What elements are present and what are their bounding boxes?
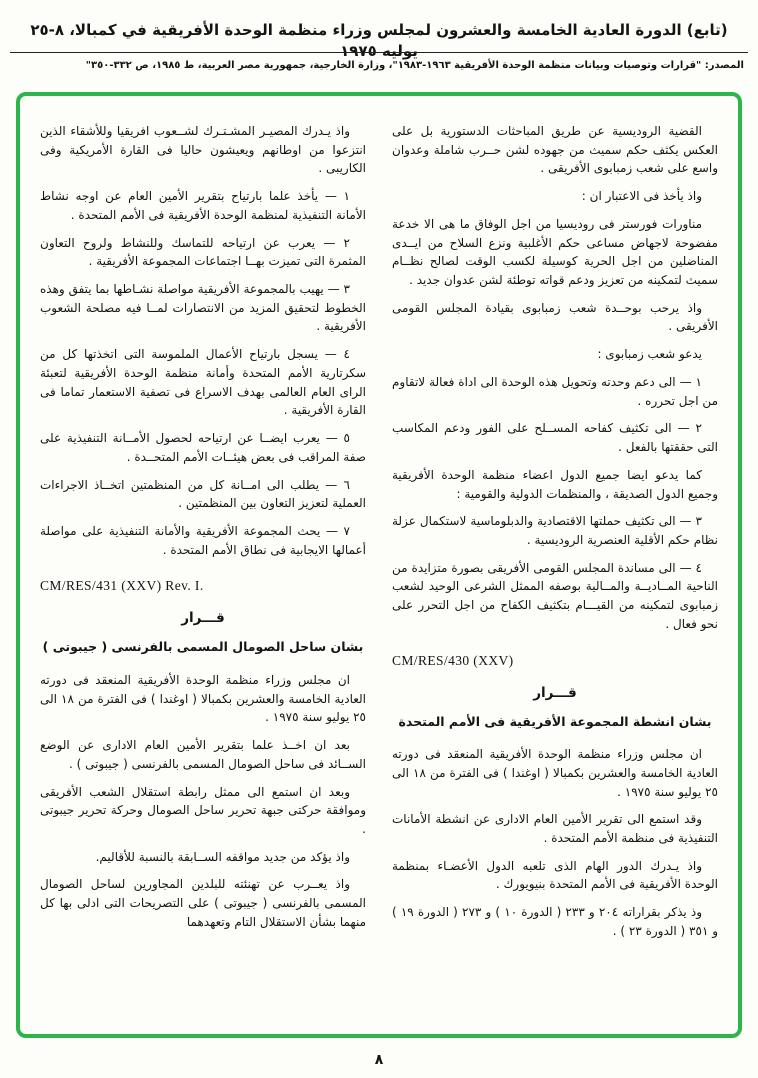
- paragraph: وذ يذكر بقراراته ٢٠٤ و ٢٣٣ ( الدورة ١٠ ) و ٢٧٣ ( الدورة ١٩ ) و ٣٥١ ( الدورة ٢٣ ) .: [392, 905, 718, 938]
- paragraph: ٢ — يعرب عن ارتياحه للتماسك وللنشاط ولروح التعاون المثمرة التى تميزت بهــا اجتماعات المجموعة الأفريقية .: [40, 235, 366, 269]
- resolution-subject: بشان انشطة المجموعة الأفريقية فى الأمم المتحدة: [398, 713, 712, 729]
- paragraph: واذ يـدرك المصيـر المشـتـرك لشــعوب افريقيا وللأشقاء الذين انتزعوا من اوطانهم ويعيشون حاليا فى القارة الأمريكية وفى الكاريبى .: [40, 124, 366, 176]
- paragraph: ٤ — يسجل بارتياح الأعمال الملموسة التى اتخذتها كل من سكرتارية الأمم المتحدة وأمانة منظمة الوحدة الأفريقية لتعبئة الراى العام العالمى بهدف الاسراع فى تصفية الاستعمار تماما فى القارة الأفريقية .: [40, 347, 366, 418]
- paragraph: بعد ان اخــذ علما بتقرير الأمين العام الادارى عن الوضع الســائد فى ساحل الصومال المسمى بالفرنسى ( جيبوتى ) .: [40, 738, 366, 771]
- resolution-code: CM/RES/430 (XXV): [392, 652, 514, 668]
- source-line: المصدر: "قرارات وتوصيات وبيانات منظمة الوحدة الأفريقية ١٩٦٣-١٩٨٣"، وزارة الخارجية، جمهورية مصر العربية، ط ١٩٨٥، ص ٣٣٢-٣٥٠": [85, 60, 744, 71]
- paragraph: مناورات فورستر فى روديسيا من اجل الوفاق ما هى الا خدعة مفضوحة لاجهاض مساعى حكم الأغلبية ونزع السلاح من ايــدى المناضلين من اجل الحرية كوسيلة لكسب الوقت لصالح نظــام سميث لتمكينه من تعزيز ودعم قواته توطئة لشن عدوان جديد .: [392, 216, 718, 288]
- resolution-code: CM/RES/431 (XXV) Rev. I.: [40, 578, 204, 594]
- paragraph: واذ يؤكد من جديد مواقفه الســابقة بالنسبة للأقاليم.: [95, 849, 350, 864]
- paragraph: ٣ — الى تكثيف حملتها الاقتصادية والدبلوماسية لاستكمال عزلة نظام حكم الأقلية العنصرية الروديسية .: [392, 514, 718, 547]
- two-column-layout: [40, 122, 718, 1020]
- paragraph: يدعو شعب زمبابوى :: [597, 347, 702, 362]
- paragraph: ان مجلس وزراء منظمة الوحدة الأفريقية المنعقد فى دورته العادية الخامسة والعشرين بكمبالا ( اوغندا ) فى الفترة من ١٨ الى ٢٥ يوليو سنة ١٩٧٥ .: [392, 747, 718, 799]
- resolution-heading: قـــرار: [181, 610, 225, 627]
- paragraph: ١ — يأخذ علما بارتياح بتقرير الأمين العام عن اوجه نشاط الأمانة التنفيذية لمنظمة الوحدة الأفريقية فى الأمم المتحدة .: [40, 189, 366, 222]
- column-left: [40, 122, 366, 1020]
- paragraph: ٦ — يطلب الى امــانة كل من المنظمتين اتخــاذ الاجراءات العملية لتعزيز التعاون بين المنظمتين .: [40, 477, 366, 511]
- paragraph: واذ يعــرب عن تهنئته للبلدين المجاورين لساحل الصومال المسمى بالفرنسى ( جيبوتى ) على التصريحات التى ادلى بها كل منهما بشأن الاستقلال التام وتعهدهما: [40, 877, 366, 929]
- paragraph: واذ يأخذ فى الاعتبار ان :: [581, 189, 702, 204]
- page-number: ٨: [374, 1052, 384, 1068]
- paragraph: وقد استمع الى تقرير الأمين العام الادارى عن انشطة الأمانات التنفيذية فى منظمة الأمم المتحدة .: [392, 812, 718, 845]
- header-divider: [10, 52, 748, 53]
- green-frame: [16, 92, 742, 1038]
- resolution-heading: قـــرار: [533, 684, 577, 701]
- paragraph: ان مجلس وزراء منظمة الوحدة الأفريقية المنعقد فى دورته العادية الخامسة والعشرين بكمبالا ( اوغندا ) فى الفترة من ١٨ الى ٢٥ يوليو سنة ١٩٧٥ .: [40, 672, 366, 725]
- paragraph: ١ — الى دعم وحدته وتحويل هذه الوحدة الى اداة فعالة لاتقاوم من اجل تحرره .: [392, 374, 718, 408]
- page-header-title: (تابع) الدورة العادية الخامسة والعشرون لمجلس وزراء منظمة الوحدة الأفريقية في كمبالا، ٨-٢٥ يوليه ١٩٧٥: [30, 21, 728, 60]
- paragraph: وبعد ان استمع الى ممثل رابطة استقلال الشعب الأفريقى وموافقة حركتى جبهة تحرير ساحل الصومال وحركة تحرير جيبوتى .: [40, 784, 366, 836]
- paragraph: واذ يرحب بوحــدة شعب زمبابوى بقيادة المجلس القومى الأفريقى .: [392, 300, 718, 334]
- paragraph: ٥ — يعرب ايضــا عن ارتياحه لحصول الأمــانة التنفيذية على صفة المراقب فى بعض هيئــات الأمم المتحــدة .: [40, 431, 366, 464]
- paragraph: ٧ — يحث المجموعة الأفريقية والأمانة التنفيذية على مواصلة أعمالها الايجابية فى نطاق الأمم المتحدة .: [40, 523, 366, 557]
- paragraph: واذ يـدرك الدور الهام الذى تلعبه الدول الأعضـاء بمنظمة الوحدة الأفريقية فى الأمم المتحدة بنيويورك .: [392, 858, 718, 892]
- paragraph: كما يدعو ايضا جميع الدول اعضاء منظمة الوحدة الأفريقية وجميع الدول الصديقة ، والمنظمات الدولية والقومية :: [392, 467, 718, 501]
- column-right: [392, 122, 718, 1020]
- resolution-subject: بشان ساحل الصومال المسمى بالفرنسى ( جيبوتى ): [42, 639, 364, 655]
- paragraph: ٢ — الى تكثيف كفاحه المســلح على الفور ودعم المكاسب التى حققتها بالفعل .: [392, 421, 718, 455]
- paragraph: ٤ — الى مساندة المجلس القومى الأفريقى بصورة متزايدة من الناحية المــاديــة والمــالية بوصفه الممثل الشرعى الوحيد لشعب زمبابوى لتمكينه من القيـــام بتكثيف الكفاح من اجل التحرر على نحو فعال .: [392, 560, 718, 631]
- paragraph: ٣ — يهيب بالمجموعة الأفريقية مواصلة نشـاطها بما يتفق وهذه الخطوط لتحقيق المزيد من الانتصارات لمــا فيه مصلحة الشعوب الأفريقية .: [40, 282, 366, 334]
- paragraph: القضية الروديسية عن طريق المباحثات الدستورية بل على العكس يكثف حكم سميث من جهوده لشن حــرب شاملة وعدوان واسع على شعب زمبابوى الأفريقى .: [392, 124, 718, 176]
